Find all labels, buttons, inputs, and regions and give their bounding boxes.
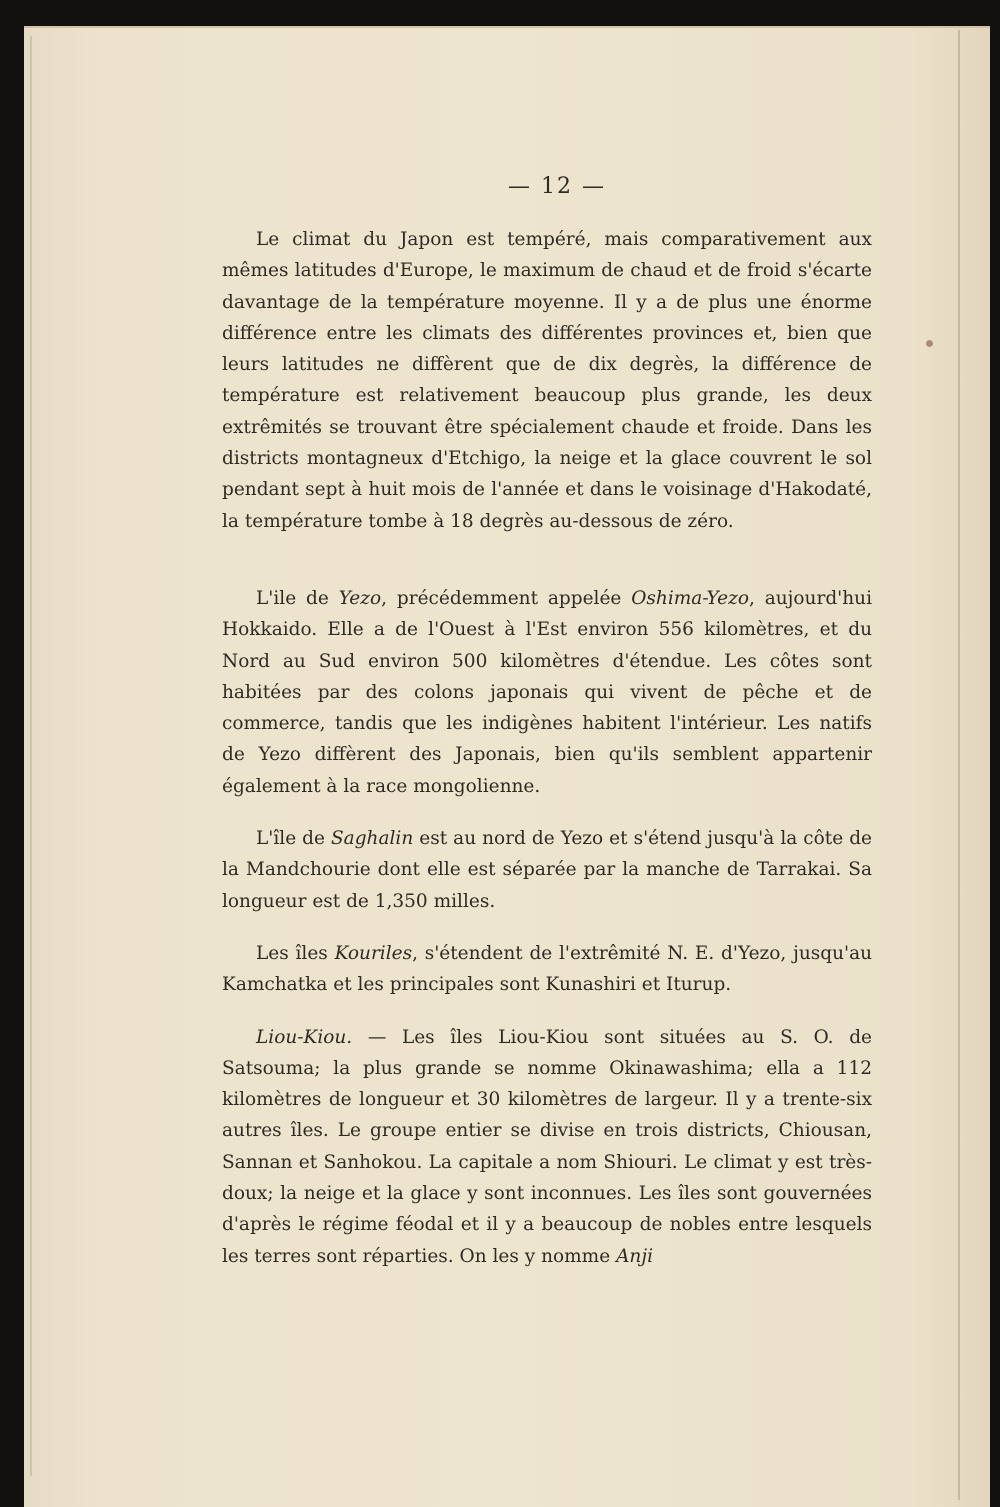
term-liou-kiou: Liou-Kiou. <box>256 1026 353 1048</box>
paragraph-liou-kiou-rest: — Les îles Liou-Kiou sont situées au S. O. de Satsouma; la plus grande se nomme Okinawashima; ella a 112 kilomètres de longueur et 30 kilomètres de largeur. Il y a trente-six autres îles. Le groupe entier se divise en trois districts, Chiousan, Sannan et Sanhokou. La capitale a nom Shiouri. Le climat y est très-doux; la neige et la glace y sont inconnues. Les îles sont gouvernées d'après le régime féodal et il y a beaucoup de nobles entre lesquels les terres sont réparties. On les y nomme <box>222 1026 872 1267</box>
paragraph-yezo-mid: , précédemment appelée <box>381 587 632 609</box>
paragraph-saghalin-rest: est au nord de Yezo et s'étend jusqu'à la côte de la Mandchourie dont elle est séparée par la manche de Tarrakai. Sa longueur est de 1,350 milles. <box>222 828 872 912</box>
term-oshima-yezo: Oshima-Yezo <box>631 587 749 609</box>
paper-speck <box>926 340 933 347</box>
paragraph-yezo-intro: L'ile de <box>256 587 339 609</box>
term-anji: Anji <box>616 1245 653 1267</box>
paragraph-kouriles-rest: , s'étendent de l'extrêmité N. E. d'Yezo, jusqu'au Kamchatka et les principales sont Kunashiri et Iturup. <box>222 942 873 996</box>
term-saghalin: Saghalin <box>331 828 414 850</box>
paragraph-liou-kiou <box>222 1022 872 1272</box>
paragraph-kouriles-intro: Les îles <box>256 942 335 964</box>
page-number: — 12 — <box>508 174 606 199</box>
page-content <box>222 170 872 1272</box>
term-kouriles: Kouriles <box>334 942 413 964</box>
page-left-edge <box>30 36 32 1476</box>
paragraph-yezo <box>222 583 872 802</box>
page-right-edge <box>958 30 960 1500</box>
term-yezo: Yezo <box>338 587 382 609</box>
paragraph-kouriles <box>222 938 872 1001</box>
paragraph-saghalin-intro: L'île de <box>256 828 331 850</box>
paragraph-saghalin <box>222 823 872 917</box>
paragraph-yezo-rest: , aujourd'hui Hokkaido. Elle a de l'Ouest à l'Est environ 556 kilomètres, et du Nord au Sud environ 500 kilomètres d'étendue. Les côtes sont habitées par des colons japonais qui vivent de pêche et de commerce, tandis que les indigènes habitent l'intérieur. Les natifs de Yezo diffèrent des Japonais, bien qu'ils semblent appartenir également à la race mongolienne. <box>222 587 872 797</box>
paragraph-climate: Le climat du Japon est tempéré, mais comparativement aux mêmes latitudes d'Europe, le maximum de chaud et de froid s'écarte davantage de la température moyenne. Il y a de plus une énorme différence entre les climats des différentes provinces et, bien que leurs latitudes ne diffèrent que de dix degrès, la différence de température est relativement beaucoup plus grande, les deux extrêmités se trouvant être spécialement chaude et froide. Dans les districts montagneux d'Etchigo, la neige et la glace couvrent le sol pendant sept à huit mois de l'année et dans le voisinage d'Hakodaté, la température tombe à 18 degrès au-dessous de zéro. <box>222 229 872 532</box>
